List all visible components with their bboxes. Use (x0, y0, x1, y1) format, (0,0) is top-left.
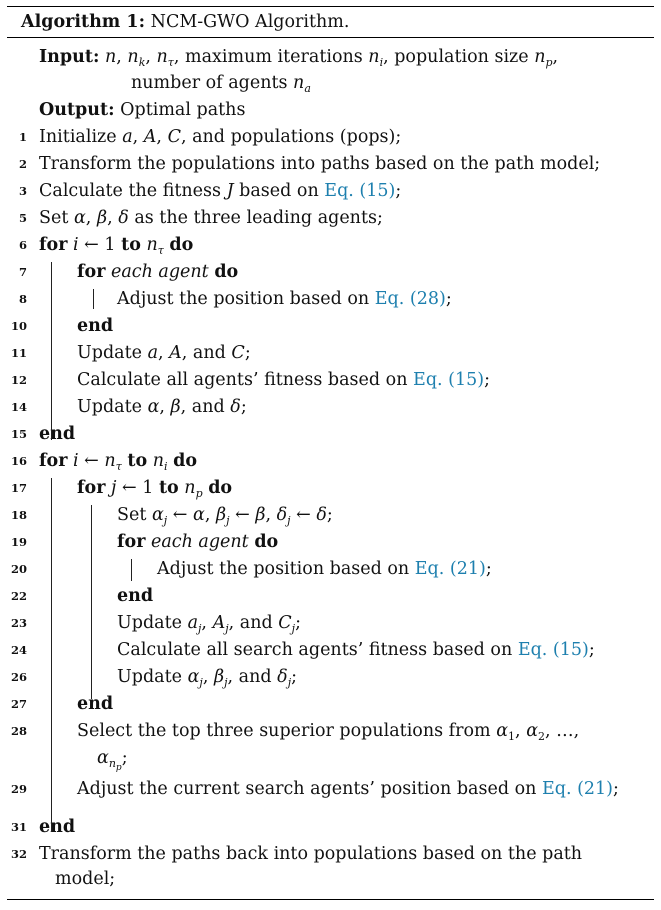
algorithm-label: Algorithm 1: (21, 12, 146, 32)
block-bar (131, 559, 132, 581)
bottom-rule (7, 899, 654, 900)
line-number: 29 (11, 782, 28, 796)
line-number: 5 (18, 211, 27, 225)
line-number: 24 (11, 643, 28, 657)
line-number: 3 (18, 184, 27, 198)
line-number: 23 (11, 616, 28, 630)
line-number: 16 (11, 454, 28, 468)
line-number: 10 (11, 319, 28, 333)
input-text-2: number of agents $n_a$ (131, 73, 311, 95)
block-bar (51, 262, 52, 440)
eq15-link[interactable]: Eq. (15) (413, 370, 485, 390)
input-text: n, $n_k$, $n_\tau$, maximum iterations $n_i$, population size $n_p$, (105, 47, 559, 69)
line-number: 11 (11, 346, 28, 360)
eq21-link[interactable]: Eq. (21) (541, 779, 614, 799)
eq21-link[interactable]: Eq. (21) (414, 559, 486, 579)
line-number: 22 (11, 589, 28, 603)
line-number: 32 (11, 847, 28, 861)
line-number: 17 (11, 481, 28, 495)
line-number: 14 (11, 400, 28, 414)
line-number: 12 (11, 373, 28, 387)
line-number: 27 (11, 697, 28, 711)
line-number: 15 (11, 427, 28, 441)
line-number: 8 (18, 292, 27, 306)
line-number: 20 (11, 562, 28, 576)
top-rule (7, 6, 654, 7)
line-number: 6 (18, 238, 27, 252)
line-number: 2 (18, 157, 27, 171)
block-bar (91, 505, 92, 699)
input-label: Input: (39, 47, 100, 67)
block-bar (51, 478, 52, 832)
line-number: 7 (18, 265, 27, 279)
output-text: Optimal paths (120, 100, 246, 120)
output-label: Output: (39, 100, 115, 120)
line-number: 28 (11, 724, 28, 738)
line-number: 31 (11, 820, 28, 834)
algorithm-title: NCM-GWO Algorithm. (150, 12, 350, 32)
eq15-link[interactable]: Eq. (15) (324, 181, 396, 201)
line-number: 18 (11, 508, 28, 522)
block-bar (93, 289, 94, 309)
line-number: 1 (18, 130, 27, 144)
line-number: 19 (11, 535, 28, 549)
algorithm-caption (21, 12, 349, 32)
caption-rule (7, 37, 654, 38)
line-number: 26 (11, 670, 28, 684)
eq15-link[interactable]: Eq. (15) (517, 640, 589, 660)
eq28-link[interactable]: Eq. (28) (374, 289, 446, 309)
